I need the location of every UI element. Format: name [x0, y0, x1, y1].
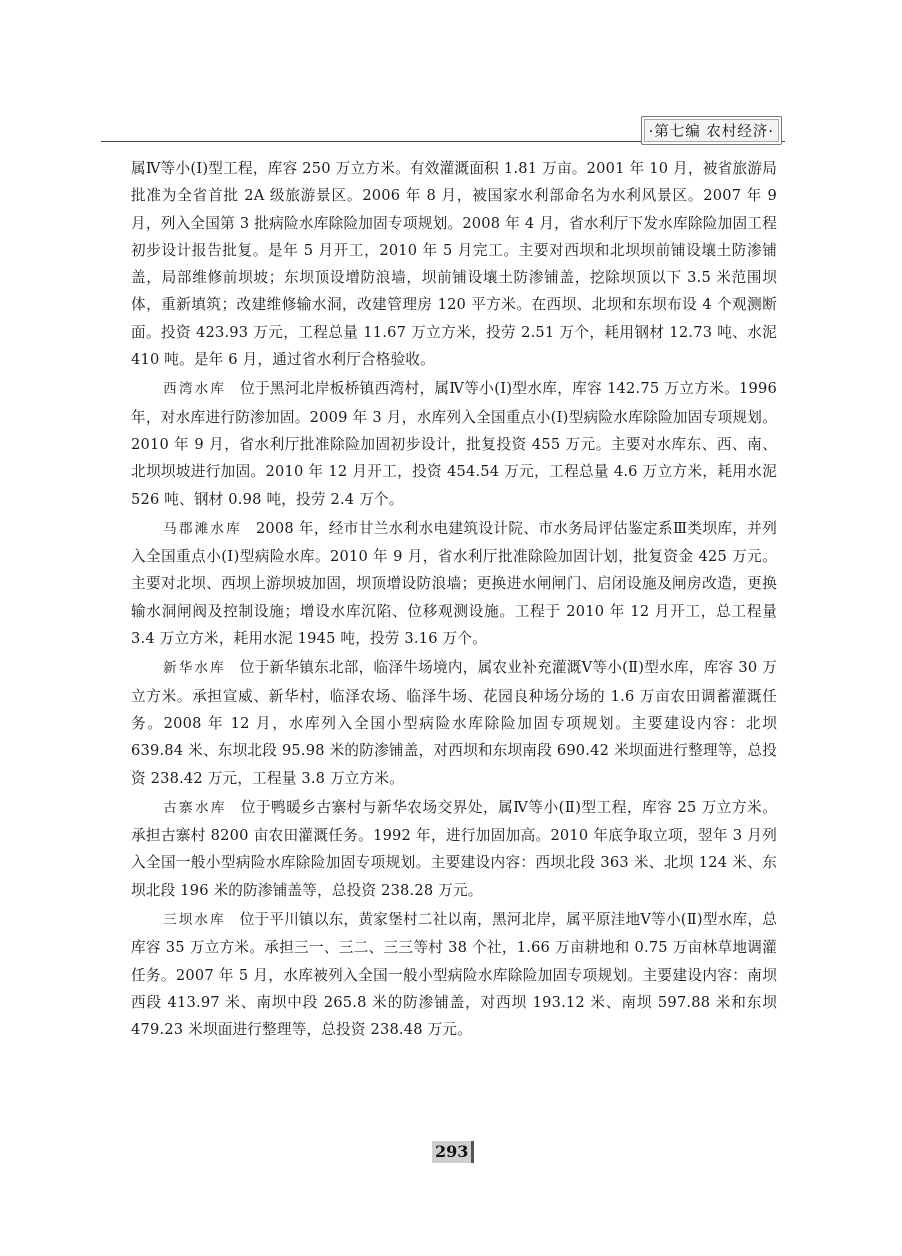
paragraph-guzhai-reservoir	[131, 794, 777, 904]
paragraph-text: 位于平川镇以东，黄家堡村二社以南，黑河北岸，属平原洼地Ⅴ等小(Ⅱ)型水库，总库容 35 万立方米。承担三一、三二、三三等村 38 个社，1.66 万亩耕地和 0.75 万亩林草地调灌任务。2007 年 5 月，水库被列入全国一般小型病险水库除险加固专项规划。主要建设内容：南坝西段 413.97 米、南坝中段 265.8 米的防渗铺盖，对西坝 193.12 米、南坝 597.88 米和东坝 479.23 米坝面进行整理等，总投资 238.48 万元。	[131, 911, 777, 1039]
paragraph-sanba-reservoir	[131, 906, 777, 1043]
paragraph-text: 2008 年，经市甘兰水利水电建筑设计院、市水务局评估鉴定系Ⅲ类坝库，并列入全国重点小(Ⅰ)型病险水库。2010 年 9 月，省水利厅批准除险加固计划，批复资金 425 万元。主要对北坝、西坝上游坝坡加固，坝顶增设防浪墙；更换进水闸闸门、启闭设施及闸房改造，更换输水洞闸阀及控制设施；增设水库沉陷、位移观测设施。工程于 2010 年 12 月开工，总工程量 3.4 万立方米，耗用水泥 1945 吨，投劳 3.16 万个。	[131, 519, 778, 648]
page-number: 293	[432, 1141, 474, 1163]
reservoir-name: 马郡滩水库	[163, 520, 242, 537]
paragraph-text: 位于黑河北岸板桥镇西湾村，属Ⅳ等小(Ⅰ)型水库，库容 142.75 万立方米。1996 年，对水库进行防渗加固。2009 年 3 月，水库列入全国重点小(Ⅰ)型病险水库除险加固专项规划。2010 年 9 月，省水利厅批准除险加固初步设计，批复投资 455 万元。主要对水库东、西、南、北坝坝坡进行加固。2010 年 12 月开工，投资 454.54 万元，工程总量 4.6 万立方米，耗用水泥 526 吨、钢材 0.98 吨，投劳 2.4 万个。	[131, 380, 778, 508]
page-body	[131, 155, 777, 1044]
paragraph-text: 位于新华镇东北部，临泽牛场境内，属农业补充灌溉Ⅴ等小(Ⅱ)型水库，库容 30 万立方米。承担宣威、新华村，临泽农场、临泽牛场、花园良种场分场的 1.6 万亩农田调蓄灌溉任务。2008 年 12 月，水库列入全国小型病险水库除险加固专项规划。主要建设内容：北坝 639.84 米、东坝北段 95.98 米的防渗铺盖，对西坝和东坝南段 690.42 米坝面进行整理等，总投资 238.42 万元，工程量 3.8 万立方米。	[131, 659, 777, 787]
section-label: ·第七编 农村经济·	[641, 116, 782, 145]
reservoir-name: 新华水库	[163, 660, 226, 677]
paragraph-xinhua-reservoir	[131, 654, 777, 791]
paragraph-xiwan-reservoir	[131, 375, 777, 512]
paragraph-text: 位于鸭暖乡古寨村与新华农场交界处，属Ⅳ等小(Ⅱ)型工程，库容 25 万立方米。承担古寨村 8200 亩农田灌溉任务。1992 年，进行加固加高。2010 年底争取立项，翌年 3 月列入全国一般小型病险水库除险加固专项规划。主要建设内容：西坝北段 363 米、北坝 124 米、东坝北段 196 米的防渗铺盖等，总投资 238.28 万元。	[131, 798, 777, 899]
reservoir-name: 古寨水库	[163, 799, 227, 816]
paragraph-text: 属Ⅳ等小(Ⅰ)型工程，库容 250 万立方米。有效灌溉面积 1.81 万亩。2001 年 10 月，被省旅游局批准为全省首批 2A 级旅游景区。2006 年 8 月，被国家水利部命名为水利风景区。2007 年 9 月，列入全国第 3 批病险水库除险加固专项规划。2008 年 4 月，省水利厅下发水库除险加固工程初步设计报告批复。是年 5 月开工，2010 年 5 月完工。主要对西坝和北坝坝前铺设壤土防渗铺盖，局部维修前坝坡；东坝顶设增防浪墙，坝前铺设壤土防渗铺盖，挖除坝顶以下 3.5 米范围坝体，重新填筑；改建维修输水洞，改建管理房 120 平方米。在西坝、北坝和东坝布设 4 个观测断面。投资 423.93 万元，工程总量 11.67 万立方米，投劳 2.51 万个，耗用钢材 12.73 吨、水泥 410 吨。是年 6 月，通过省水利厅合格验收。	[131, 160, 777, 369]
reservoir-name: 三坝水库	[163, 912, 226, 929]
paragraph-continued	[131, 155, 777, 373]
paragraph-majuntan-reservoir	[131, 515, 777, 652]
reservoir-name: 西湾水库	[163, 381, 227, 398]
